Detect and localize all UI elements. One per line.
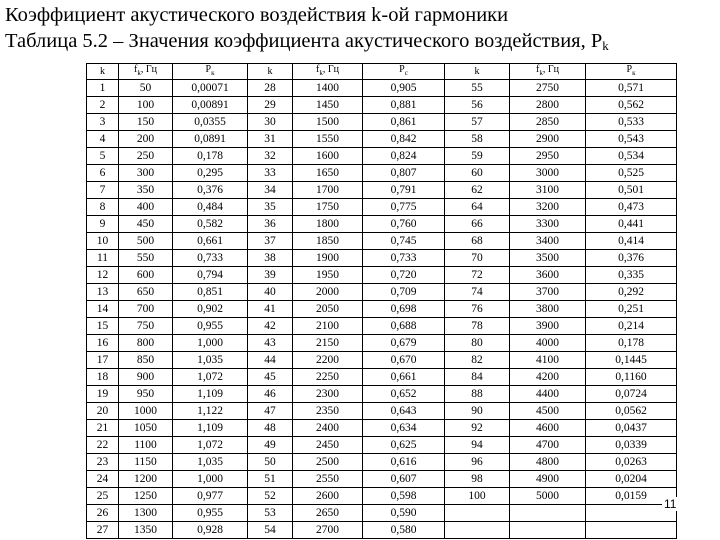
table-cell: 72 — [445, 267, 510, 284]
table-cell: 0,0339 — [586, 437, 677, 454]
table-row — [87, 199, 677, 216]
table-cell: 4800 — [510, 454, 586, 471]
table-cell: 34 — [248, 182, 293, 199]
table-cell: 1,109 — [173, 386, 248, 403]
table-cell: 0,643 — [363, 403, 445, 420]
table-cell: 0,698 — [363, 301, 445, 318]
table-cell: 1600 — [293, 148, 363, 165]
table-cell: 2350 — [293, 403, 363, 420]
table-cell: 3900 — [510, 318, 586, 335]
table-row — [87, 250, 677, 267]
table-cell: 0,861 — [363, 114, 445, 131]
table-cell: 90 — [445, 403, 510, 420]
table-cell: 0,501 — [586, 182, 677, 199]
table-cell: 0,0891 — [173, 131, 248, 148]
table-cell: 1850 — [293, 233, 363, 250]
table-cell: 0,580 — [363, 522, 445, 539]
table-cell: 0,679 — [363, 335, 445, 352]
table-cell: 0,842 — [363, 131, 445, 148]
table-cell: 0,955 — [173, 505, 248, 522]
table-row — [87, 335, 677, 352]
table-cell: 350 — [119, 182, 173, 199]
column-header: $P_к$ — [173, 64, 248, 80]
table-cell: 1700 — [293, 182, 363, 199]
table-cell — [445, 505, 510, 522]
table-cell: 450 — [119, 216, 173, 233]
table-cell: 48 — [248, 420, 293, 437]
table-cell: 54 — [248, 522, 293, 539]
table-cell: 0,376 — [173, 182, 248, 199]
table-cell: 68 — [445, 233, 510, 250]
table-cell: 19 — [87, 386, 119, 403]
table-cell: 1500 — [293, 114, 363, 131]
table-cell: 42 — [248, 318, 293, 335]
table-cell: 1950 — [293, 267, 363, 284]
table-cell: 84 — [445, 369, 510, 386]
table-cell: 4100 — [510, 352, 586, 369]
table-cell: 0,791 — [363, 182, 445, 199]
table-cell — [510, 505, 586, 522]
table-cell: 24 — [87, 471, 119, 488]
column-header: $f_k$, Гц — [293, 64, 363, 80]
table-cell: 1100 — [119, 437, 173, 454]
table-cell: 58 — [445, 131, 510, 148]
table-row — [87, 522, 677, 539]
table-cell: 47 — [248, 403, 293, 420]
table-cell: 0,1160 — [586, 369, 677, 386]
table-cell: 1400 — [293, 80, 363, 97]
table-cell: 850 — [119, 352, 173, 369]
table-row — [87, 437, 677, 454]
table-row — [87, 301, 677, 318]
table-cell: 17 — [87, 352, 119, 369]
table-cell: 0,977 — [173, 488, 248, 505]
table-cell: 0,1445 — [586, 352, 677, 369]
table-cell: 0,775 — [363, 199, 445, 216]
table-cell: 96 — [445, 454, 510, 471]
table-cell: 2950 — [510, 148, 586, 165]
table-cell: 4900 — [510, 471, 586, 488]
table-cell: 0,582 — [173, 216, 248, 233]
table-cell: 0,214 — [586, 318, 677, 335]
table-cell: 0,0263 — [586, 454, 677, 471]
table-cell: 0,902 — [173, 301, 248, 318]
table-cell: 94 — [445, 437, 510, 454]
table-cell: 2700 — [293, 522, 363, 539]
table-row — [87, 284, 677, 301]
table-cell: 0,484 — [173, 199, 248, 216]
table-cell: 0,720 — [363, 267, 445, 284]
table-cell: 4 — [87, 131, 119, 148]
table-cell: 6 — [87, 165, 119, 182]
table-cell: 1050 — [119, 420, 173, 437]
table-cell: 0,661 — [363, 369, 445, 386]
table-caption — [5, 28, 718, 59]
table-cell: 0,794 — [173, 267, 248, 284]
table-cell: 0,0724 — [586, 386, 677, 403]
table-cell: 3300 — [510, 216, 586, 233]
table-cell: 36 — [248, 216, 293, 233]
table-cell: 16 — [87, 335, 119, 352]
table-cell: 2600 — [293, 488, 363, 505]
table-cell: 4400 — [510, 386, 586, 403]
table-cell: 4500 — [510, 403, 586, 420]
table-cell: 0,928 — [173, 522, 248, 539]
table-cell: 11 — [87, 250, 119, 267]
table-cell: 0,0437 — [586, 420, 677, 437]
table-cell: 44 — [248, 352, 293, 369]
table-cell: 27 — [87, 522, 119, 539]
table-row — [87, 369, 677, 386]
table-cell — [445, 522, 510, 539]
table-row — [87, 505, 677, 522]
table-cell: 2 — [87, 97, 119, 114]
table-cell: 3800 — [510, 301, 586, 318]
table-cell: 3400 — [510, 233, 586, 250]
table-cell: 950 — [119, 386, 173, 403]
table-row — [87, 352, 677, 369]
table-row — [87, 454, 677, 471]
table-cell: 0,473 — [586, 199, 677, 216]
table-cell: 0,295 — [173, 165, 248, 182]
table-cell: 56 — [445, 97, 510, 114]
table-cell — [586, 522, 677, 539]
table-cell: 0,598 — [363, 488, 445, 505]
table-cell: 2050 — [293, 301, 363, 318]
table-cell: 0,543 — [586, 131, 677, 148]
table-cell: 10 — [87, 233, 119, 250]
table-cell: 70 — [445, 250, 510, 267]
table-cell: 4200 — [510, 369, 586, 386]
table-cell: 1250 — [119, 488, 173, 505]
table-cell: 0,178 — [586, 335, 677, 352]
table-row — [87, 182, 677, 199]
table-cell: 26 — [87, 505, 119, 522]
table-header-row — [87, 64, 677, 80]
table-cell: 1150 — [119, 454, 173, 471]
column-header: k — [248, 64, 293, 80]
table-row — [87, 386, 677, 403]
coefficient-table — [86, 63, 677, 539]
table-cell: 2400 — [293, 420, 363, 437]
table-cell: 3700 — [510, 284, 586, 301]
table-cell: 25 — [87, 488, 119, 505]
table-cell: 1 — [87, 80, 119, 97]
table-cell: 2450 — [293, 437, 363, 454]
table-cell: 3600 — [510, 267, 586, 284]
table-cell: 66 — [445, 216, 510, 233]
table-cell: 0,0355 — [173, 114, 248, 131]
table-cell: 1,000 — [173, 471, 248, 488]
table-cell: 78 — [445, 318, 510, 335]
table-cell: 1,035 — [173, 454, 248, 471]
table-cell: 0,905 — [363, 80, 445, 97]
table-cell: 3200 — [510, 199, 586, 216]
table-cell: 0,760 — [363, 216, 445, 233]
table-cell: 2500 — [293, 454, 363, 471]
table-cell: 45 — [248, 369, 293, 386]
table-row — [87, 97, 677, 114]
table-cell: 0,0204 — [586, 471, 677, 488]
table-cell: 1,000 — [173, 335, 248, 352]
table-cell: 1350 — [119, 522, 173, 539]
table-cell: 1,072 — [173, 369, 248, 386]
table-cell: 74 — [445, 284, 510, 301]
table-cell: 2850 — [510, 114, 586, 131]
column-header: $P_c$ — [363, 64, 445, 80]
table-cell: 7 — [87, 182, 119, 199]
table-cell: 0,607 — [363, 471, 445, 488]
table-cell: 98 — [445, 471, 510, 488]
table-cell: 1550 — [293, 131, 363, 148]
table-cell: 1650 — [293, 165, 363, 182]
table-cell: 2200 — [293, 352, 363, 369]
table-cell: 1300 — [119, 505, 173, 522]
table-cell: 0,178 — [173, 148, 248, 165]
table-cell: 2800 — [510, 97, 586, 114]
table-cell: 2650 — [293, 505, 363, 522]
table-cell: 0,00891 — [173, 97, 248, 114]
table-cell: 4600 — [510, 420, 586, 437]
table-cell: 50 — [248, 454, 293, 471]
table-cell: 0,616 — [363, 454, 445, 471]
table-cell: 0,525 — [586, 165, 677, 182]
column-header: $f_k$, Гц — [510, 64, 586, 80]
table-cell: 0,562 — [586, 97, 677, 114]
table-cell: 35 — [248, 199, 293, 216]
table-cell: 200 — [119, 131, 173, 148]
table-cell: 300 — [119, 165, 173, 182]
column-header: k — [445, 64, 510, 80]
table-cell: 0,414 — [586, 233, 677, 250]
table-cell: 55 — [445, 80, 510, 97]
table-cell: 2750 — [510, 80, 586, 97]
table-cell: 30 — [248, 114, 293, 131]
table-cell: 0,441 — [586, 216, 677, 233]
table-cell: 32 — [248, 148, 293, 165]
table-cell: 22 — [87, 437, 119, 454]
table-cell: 1800 — [293, 216, 363, 233]
table-cell: 88 — [445, 386, 510, 403]
table-cell: 50 — [119, 80, 173, 97]
table-cell: 2300 — [293, 386, 363, 403]
table-cell: 15 — [87, 318, 119, 335]
table-cell: 37 — [248, 233, 293, 250]
table-cell: 0,292 — [586, 284, 677, 301]
table-cell: 31 — [248, 131, 293, 148]
table-cell: 1450 — [293, 97, 363, 114]
table-cell: 0,955 — [173, 318, 248, 335]
table-cell: 23 — [87, 454, 119, 471]
table-cell: 2550 — [293, 471, 363, 488]
table-cell: 13 — [87, 284, 119, 301]
table-cell: 2250 — [293, 369, 363, 386]
table-body — [87, 80, 677, 539]
table-cell: 3000 — [510, 165, 586, 182]
table-cell: 92 — [445, 420, 510, 437]
table-cell: 33 — [248, 165, 293, 182]
table-cell: 0,335 — [586, 267, 677, 284]
table-row — [87, 80, 677, 97]
table-cell: 59 — [445, 148, 510, 165]
table-cell: 1000 — [119, 403, 173, 420]
table-cell: 2150 — [293, 335, 363, 352]
table-cell: 0,590 — [363, 505, 445, 522]
table-row — [87, 267, 677, 284]
table-cell: 4000 — [510, 335, 586, 352]
table-cell: 49 — [248, 437, 293, 454]
table-cell: 150 — [119, 114, 173, 131]
table-cell: 4700 — [510, 437, 586, 454]
table-row — [87, 471, 677, 488]
table-cell: 39 — [248, 267, 293, 284]
table-cell: 3100 — [510, 182, 586, 199]
table-cell: 60 — [445, 165, 510, 182]
table-cell: 18 — [87, 369, 119, 386]
table-cell: 14 — [87, 301, 119, 318]
table-cell: 5 — [87, 148, 119, 165]
table-cell: 800 — [119, 335, 173, 352]
table-cell: 0,571 — [586, 80, 677, 97]
table-row — [87, 165, 677, 182]
table-cell: 1,035 — [173, 352, 248, 369]
table-cell: 8 — [87, 199, 119, 216]
table-row — [87, 403, 677, 420]
table-cell: 53 — [248, 505, 293, 522]
table-cell: 5000 — [510, 488, 586, 505]
table-row — [87, 318, 677, 335]
table-cell: 900 — [119, 369, 173, 386]
table-cell: 2900 — [510, 131, 586, 148]
table-cell: 82 — [445, 352, 510, 369]
table-cell: 100 — [445, 488, 510, 505]
table-cell: 0,688 — [363, 318, 445, 335]
table-caption-text: Таблица 5.2 – Значения коэффициента акустического воздействия, P — [5, 30, 603, 52]
table-cell: 0,824 — [363, 148, 445, 165]
table-row — [87, 131, 677, 148]
table-cell: 3500 — [510, 250, 586, 267]
table-cell: 500 — [119, 233, 173, 250]
table-cell: 9 — [87, 216, 119, 233]
table-cell: 64 — [445, 199, 510, 216]
table-cell: 650 — [119, 284, 173, 301]
table-cell: 0,733 — [173, 250, 248, 267]
table-cell: 600 — [119, 267, 173, 284]
table-caption-subscript: k — [602, 38, 609, 53]
table-cell: 0,733 — [363, 250, 445, 267]
table-cell: 0,534 — [586, 148, 677, 165]
table-row — [87, 233, 677, 250]
table-cell: 28 — [248, 80, 293, 97]
table-cell: 0,652 — [363, 386, 445, 403]
table-cell: 0,0159 — [586, 488, 677, 505]
table-row — [87, 216, 677, 233]
table-cell: 0,807 — [363, 165, 445, 182]
table-cell: 76 — [445, 301, 510, 318]
table-cell: 1,109 — [173, 420, 248, 437]
table-cell: 43 — [248, 335, 293, 352]
table-cell: 100 — [119, 97, 173, 114]
table-cell: 21 — [87, 420, 119, 437]
column-header: $P_к$ — [586, 64, 677, 80]
column-header: k — [87, 64, 119, 80]
table-cell: 40 — [248, 284, 293, 301]
table-cell: 550 — [119, 250, 173, 267]
table-cell: 0,251 — [586, 301, 677, 318]
table-cell: 29 — [248, 97, 293, 114]
table-cell: 0,533 — [586, 114, 677, 131]
table-row — [87, 114, 677, 131]
table-cell: 0,0562 — [586, 403, 677, 420]
table-cell: 0,625 — [363, 437, 445, 454]
table-cell: 51 — [248, 471, 293, 488]
table-cell: 700 — [119, 301, 173, 318]
table-row — [87, 488, 677, 505]
page-title: Коэффициент акустического воздействия k-ой гармоники — [5, 4, 509, 26]
table-cell: 0,851 — [173, 284, 248, 301]
table-cell: 400 — [119, 199, 173, 216]
table-row — [87, 420, 677, 437]
table-cell: 52 — [248, 488, 293, 505]
table-cell — [510, 522, 586, 539]
table-cell: 41 — [248, 301, 293, 318]
table-cell: 750 — [119, 318, 173, 335]
table-cell: 250 — [119, 148, 173, 165]
table-cell: 0,709 — [363, 284, 445, 301]
column-header: $f_k$, Гц — [119, 64, 173, 80]
table-cell: 3 — [87, 114, 119, 131]
table-cell: 2100 — [293, 318, 363, 335]
table-cell: 0,634 — [363, 420, 445, 437]
table-cell: 38 — [248, 250, 293, 267]
table-cell: 46 — [248, 386, 293, 403]
table-cell: 1750 — [293, 199, 363, 216]
table-cell: 1,072 — [173, 437, 248, 454]
table-cell: 20 — [87, 403, 119, 420]
table-cell: 12 — [87, 267, 119, 284]
table-cell: 0,881 — [363, 97, 445, 114]
table-cell: 62 — [445, 182, 510, 199]
table-cell: 0,745 — [363, 233, 445, 250]
table-cell: 0,376 — [586, 250, 677, 267]
table-cell: 1,122 — [173, 403, 248, 420]
table-row — [87, 148, 677, 165]
table-cell: 1200 — [119, 471, 173, 488]
page-number: 11 — [664, 497, 677, 511]
table-cell: 2000 — [293, 284, 363, 301]
table-cell: 0,661 — [173, 233, 248, 250]
table-cell: 57 — [445, 114, 510, 131]
table-cell: 1900 — [293, 250, 363, 267]
table-cell: 0,00071 — [173, 80, 248, 97]
table-cell: 80 — [445, 335, 510, 352]
table-cell: 0,670 — [363, 352, 445, 369]
